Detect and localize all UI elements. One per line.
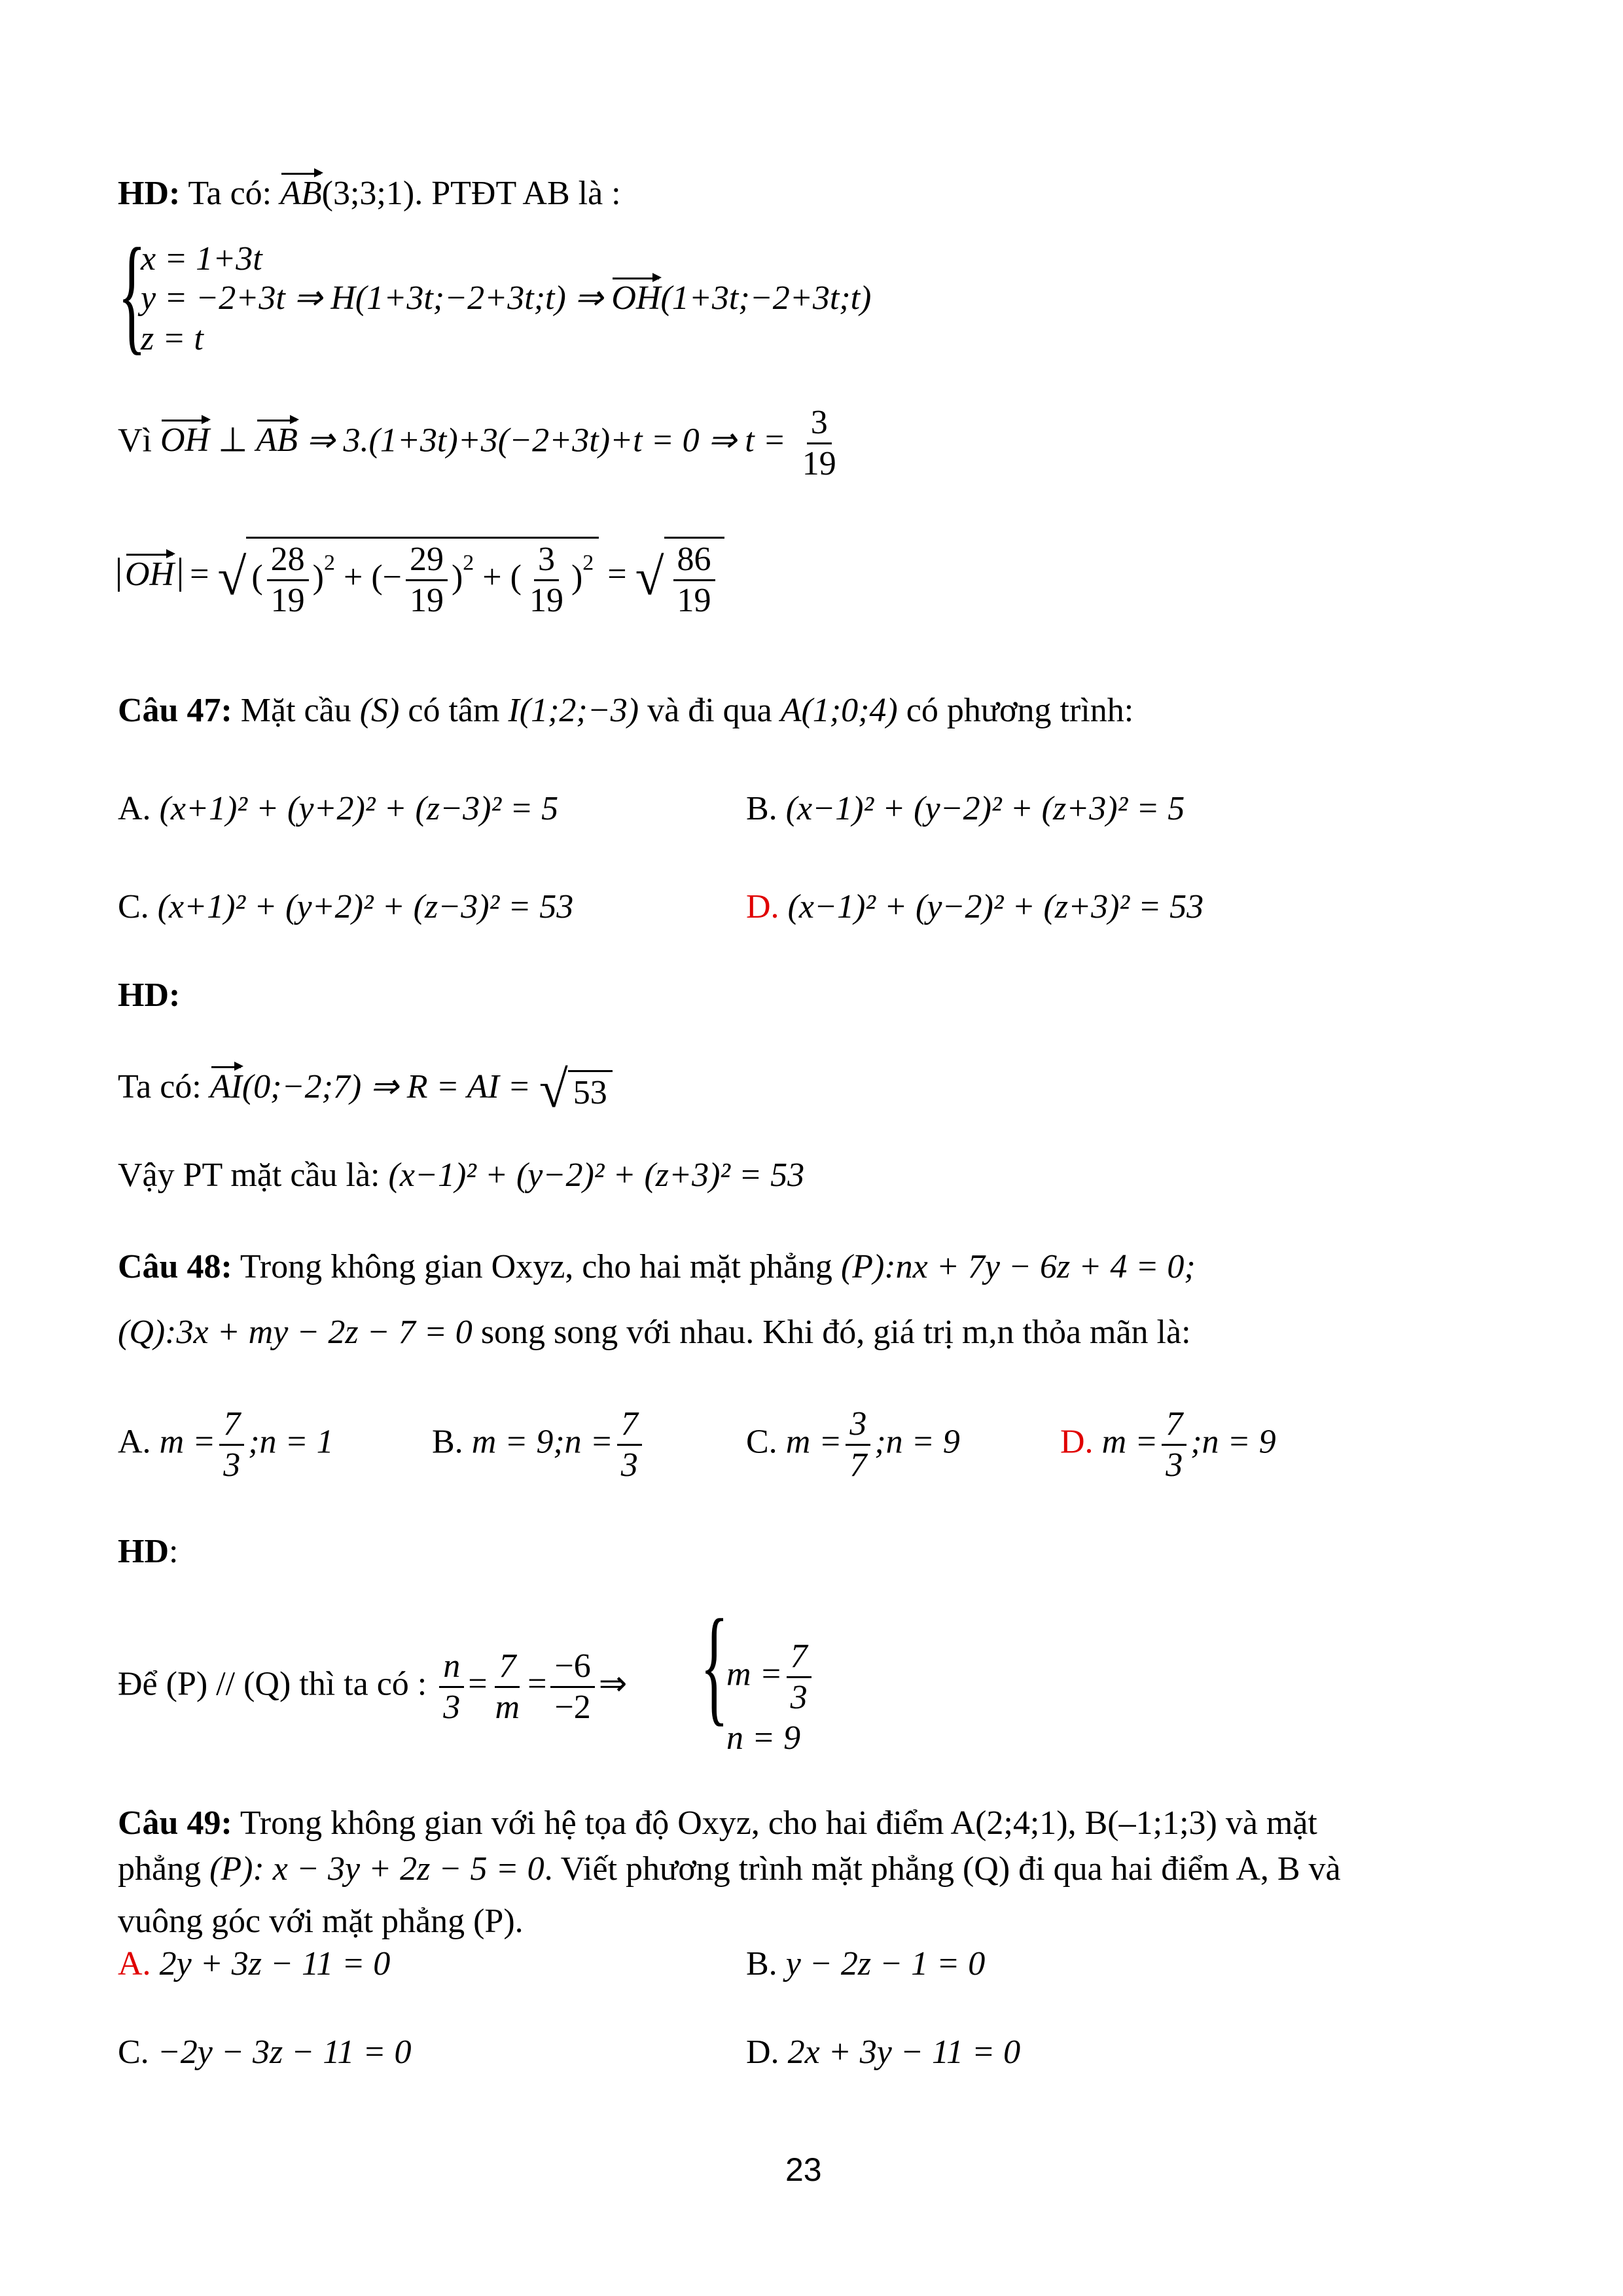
q48-c-num: 3 [846,1407,870,1446]
vector-ai: AI [209,1067,242,1105]
page-number: 23 [785,2151,822,2188]
q47-c-expr: (x+1)² + (y+2)² + (z−3)² = 53 [157,888,574,925]
oh-modulus-line [118,537,724,618]
q48-f1-den: 3 [443,1689,461,1726]
perp-line: Vì OH ⊥ AB ⇒ 3.(1+3t)+3(−2+3t)+t = 0 ⇒ t = $\frac{3}{19}$ [118,406,844,481]
q49-option-d[interactable] [746,2036,1020,2070]
q48-option-a[interactable] [118,1407,334,1482]
q47-text-c: và đi qua [647,692,772,729]
q49-c-expr: −2y − 3z − 11 = 0 [157,2034,412,2071]
q48-c-letter: C. [746,1423,777,1461]
q48-a-post: ;n = 1 [248,1423,334,1461]
q48-stem-2 [118,1316,1191,1350]
f3-num: 3 [534,543,559,581]
oh-coords: (1+3t;−2+3t;t) [660,279,872,317]
q47-hd-line2 [118,1158,804,1193]
q49-line2-b: . Viết phương trình mặt phẳng (Q) đi qua hai điểm A, B và [544,1850,1341,1888]
q48-c-post: ;n = 9 [874,1423,960,1461]
q47-a-letter: A. [118,790,151,827]
sqrt-result [664,537,724,618]
q48-hd-line [118,1649,627,1725]
q48-b-pre: m = 9;n = [471,1423,613,1461]
radical-icon-3: √ [539,1061,568,1119]
vector-ab-2: AB [256,422,298,459]
q48-sys-m: m = [726,1655,783,1693]
sq-2: 2 [463,550,474,575]
vector-oh-3: OH [125,555,175,593]
q49-d-expr: 2x + 3y − 11 = 0 [787,2034,1021,2071]
oh-abs [118,555,181,593]
q48-text1: Trong không gian Oxyz, cho hai mặt phẳng [240,1248,832,1285]
q48-sys-frac [787,1640,812,1715]
q49-a-expr: 2y + 3z − 11 = 0 [159,1945,391,1982]
q47-text-d: có phương trình: [906,692,1134,729]
q48-f2-den: m [495,1689,520,1726]
q48-sys-m-line [726,1640,815,1715]
sqrt-body: ( $\frac{28}{19}$ )$^2$ + (− $\frac{29}{19}$ )$^2$ + ( $\frac{3}{19}$ )$^2$ [246,537,599,618]
sys-x: x = 1+3t [141,240,262,278]
q48-implies: ⇒ [598,1665,628,1703]
q48-a-den: 3 [223,1446,241,1484]
q47-hd-text: Ta có: [118,1067,202,1105]
t-num: 3 [807,406,832,444]
q49-line2 [118,1852,1341,1886]
q49-option-b[interactable] [746,1947,985,1981]
q48-q-eq: (Q):3x + my − 2z − 7 = 0 [118,1314,473,1351]
q49-option-a[interactable] [118,1947,390,1981]
f2-den: 19 [409,582,444,619]
frac-86-19 [673,543,715,618]
q48-a-letter: A. [118,1423,151,1461]
q47-text-a: Mặt cầu [240,692,351,729]
q48-option-c[interactable] [746,1407,960,1482]
q48-d-pre: m = [1101,1423,1158,1461]
q48-stem-1 [118,1250,1196,1284]
q48-f1-num: n [439,1649,464,1688]
q48-sys-num: 7 [787,1640,812,1678]
q48-d-frac [1162,1407,1186,1482]
q48-eq-2: = [527,1665,547,1703]
frac-29-19 [406,543,448,618]
perp-expr: ⇒ 3.(1+3t)+3(−2+3t)+t = 0 ⇒ t = [306,422,786,459]
q48-b-letter: B. [432,1423,463,1461]
q48-sys-n: n = 9 [726,1719,801,1757]
sys-z: z = t [141,320,204,357]
q48-hd-colon: : [169,1533,179,1570]
sys-y-line [141,281,871,315]
q48-option-d[interactable] [1060,1407,1276,1482]
q47-label: Câu 47: [118,692,232,729]
q48-f3-den: −2 [554,1689,591,1726]
q48-b-den: 3 [620,1446,638,1484]
q48-system-brace: { [700,1593,729,1738]
q48-f2-num: 7 [495,1649,520,1688]
frac-28-19 [267,543,309,618]
vector-oh: OH [611,279,661,317]
q49-line3: vuông góc với mặt phẳng (P). [118,1903,524,1940]
q48-b-num: 7 [617,1407,642,1446]
sq-1: 2 [324,550,335,575]
ab-coords: (3;3;1) [321,175,415,212]
q49-line1-text: Trong không gian với hệ tọa độ Oxyz, cho hai điểm A(2;4;1), B(–1;1;3) và mặt [240,1804,1317,1842]
q48-hd-label-line [118,1535,178,1569]
q47-center: I(1;2;−3) [508,692,639,729]
q48-d-num: 7 [1162,1407,1186,1446]
q48-eq-1: = [468,1665,488,1703]
vector-ab: AB [280,175,322,212]
q47-b-letter: B. [746,790,777,827]
q48-a-num: 7 [219,1407,244,1446]
hd1-intro: Ta có: [188,175,272,212]
frac-3-19 [526,543,567,618]
vi-text: Vì [118,422,152,459]
q49-b-letter: B. [746,1945,777,1982]
q47-d-expr: (x−1)² + (y−2)² + (z+3)² = 53 [787,888,1204,925]
vector-oh-2: OH [160,422,210,459]
q48-b-frac [617,1407,642,1482]
f2-num: 29 [406,543,448,581]
q47-hd-expr: (0;−2;7) ⇒ R = AI = [241,1067,531,1105]
q48-frac-n3 [439,1649,464,1725]
q49-c-letter: C. [118,2034,149,2071]
q47-option-d[interactable] [746,890,1204,924]
q47-b-expr: (x−1)² + (y−2)² + (z+3)² = 5 [785,790,1185,827]
q47-hd-label: HD: [118,977,181,1014]
q49-line2-eq: (P): x − 3y + 2z − 5 = 0 [209,1850,544,1888]
q47-hd-line2-text: Vậy PT mặt cầu là: [118,1157,380,1194]
res-num: 86 [673,543,715,581]
hd1-line [118,177,621,211]
q48-c-den: 7 [849,1446,867,1484]
radical-icon: √ [217,548,247,606]
q47-d-letter: D. [746,888,779,925]
sqrt-53: 53 [568,1070,613,1110]
q48-d-den: 3 [1166,1446,1183,1484]
f3-den: 19 [529,582,563,619]
hd1-line-text: . PTĐT AB là : [414,175,621,212]
q48-f3-num: −6 [550,1649,594,1688]
res-den: 19 [677,582,711,619]
q48-d-post: ;n = 9 [1190,1423,1276,1461]
q49-line2-a: phẳng [118,1850,202,1888]
q48-d-letter: D. [1060,1423,1094,1461]
q48-sys-den: 3 [790,1679,808,1716]
q48-a-pre: m = [159,1423,216,1461]
q47-c-letter: C. [118,888,149,925]
q47-option-c[interactable] [118,890,573,924]
q47-option-b[interactable] [746,792,1185,826]
sys-y: y = −2+3t ⇒ H(1+3t;−2+3t;t) ⇒ [141,279,603,317]
q49-line1 [118,1806,1317,1840]
f1-den: 19 [270,582,305,619]
q48-frac-7m [491,1649,524,1725]
q47-hd-line1 [118,1061,613,1119]
q49-b-expr: y − 2z − 1 = 0 [785,1945,986,1982]
q48-hd-text: Để (P) // (Q) thì ta có : [118,1665,427,1703]
q48-p-eq: (P):nx + 7y − 6z + 4 = 0; [840,1248,1196,1285]
q47-option-a[interactable] [118,792,558,826]
q48-text2: song song với nhau. Khi đó, giá trị m,n thỏa mãn là: [480,1314,1191,1351]
q48-frac-6-2 [550,1649,594,1725]
q49-label: Câu 49: [118,1804,232,1842]
q47-point: A(1;0;4) [780,692,898,729]
q49-d-letter: D. [746,2034,779,2071]
q48-a-frac [219,1407,244,1482]
f1-num: 28 [267,543,309,581]
q48-option-b[interactable] [432,1407,646,1482]
q47-a-expr: (x+1)² + (y+2)² + (z−3)² = 5 [159,790,559,827]
radical-icon-2: √ [635,548,664,606]
system-brace: { [118,222,147,367]
t-fraction [798,406,840,481]
t-den: 19 [802,445,836,482]
oh-eq: = [190,555,209,593]
sq-3: 2 [582,550,594,575]
q49-option-c[interactable] [118,2036,412,2070]
hd1-label: HD: [118,175,181,212]
q48-hd-label: HD [118,1533,169,1570]
q48-c-frac [846,1407,870,1482]
oh-eq-2: = [607,555,627,593]
q47-stem [118,694,1133,728]
q47-hd-line2-expr: (x−1)² + (y−2)² + (z+3)² = 53 [388,1157,805,1194]
q47-text-b: có tâm [408,692,500,729]
q47-s: (S) [359,692,400,729]
q49-a-letter: A. [118,1945,151,1982]
q48-c-pre: m = [785,1423,842,1461]
q48-label: Câu 48: [118,1248,232,1285]
